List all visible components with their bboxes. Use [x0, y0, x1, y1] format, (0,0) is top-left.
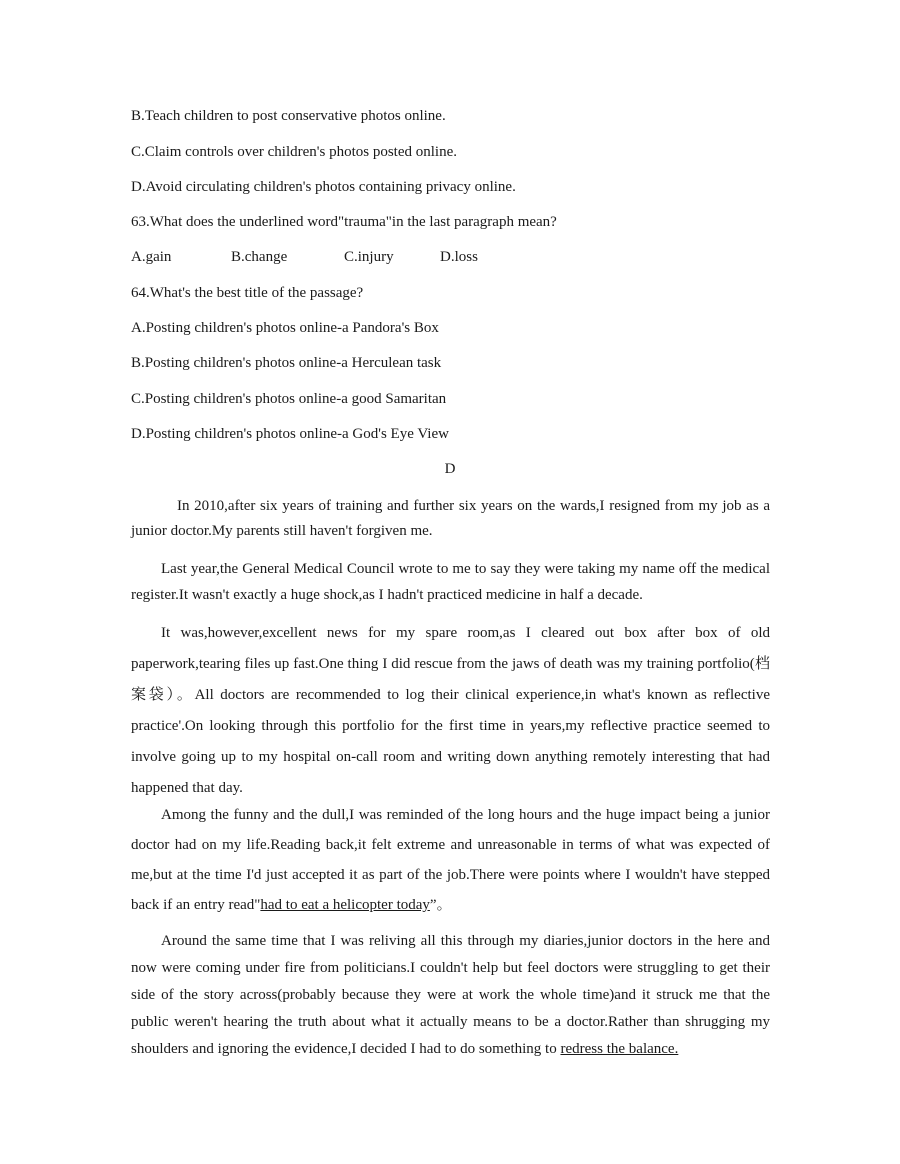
passage-paragraph-5	[131, 928, 770, 1063]
p4-text: Among the funny and the dull,I was reminded of the long hours and the huge impact being a junior doctor had on my life.Reading back,it felt extreme and unreasonable in terms of what was expected of me,but at the time I'd just accepted it as part of the job.There were points where I wouldn't have stepped back if an entry read"	[131, 807, 770, 913]
passage-paragraph-2: Last year,the General Medical Council wrote to me to say they were taking my name off the medical register.It wasn't exactly a huge shock,as I hadn't practiced medicine in half a decade.	[131, 561, 770, 603]
q63-option-c: C.injury	[344, 249, 394, 265]
q62-option-d: D.Avoid circulating children's photos containing privacy online.	[131, 179, 516, 195]
underlined-phrase-helicopter: had to eat a helicopter today	[260, 897, 430, 913]
passage-paragraph-3: It was,however,excellent news for my spare room,as I cleared out box after box of old paperwork,tearing files up fast.One thing I did rescue from the jaws of death was my training portfolio(档案袋）。All doctors are recommended to log their clinical experience,in what's known as reflective practice'.On looking through this portfolio for the first time in years,my reflective practice seemed to involve going up to my hospital on-call room and writing down anything remotely interesting that had happened that day.	[131, 625, 770, 796]
q62-option-b: B.Teach children to post conservative photos online.	[131, 108, 446, 124]
q63-option-a: A.gain	[131, 249, 172, 265]
q64-option-d: D.Posting children's photos online-a God's Eye View	[131, 426, 449, 442]
section-label: D	[444, 461, 456, 477]
q64-option-c: C.Posting children's photos online-a good Samaritan	[131, 391, 447, 407]
passage-paragraph-4	[131, 800, 770, 920]
q63-option-d: D.loss	[440, 249, 478, 265]
q62-option-c: C.Claim controls over children's photos posted online.	[131, 144, 457, 160]
q64-option-b: B.Posting children's photos online-a Herculean task	[131, 355, 442, 371]
passage-paragraph-1: In 2010,after six years of training and further six years on the wards,I resigned from my job as a junior doctor.My parents still haven't forgiven me.	[131, 498, 770, 539]
p4-closing: ”。	[429, 897, 452, 913]
q64-question: 64.What's the best title of the passage?	[131, 285, 364, 301]
q63-option-b: B.change	[231, 249, 288, 265]
p5-text: Around the same time that I was reliving all this through my diaries,junior doctors in the here and now were coming under fire from politicians.I couldn't help but feel doctors were struggling to get their side of the story across(probably because they were at work the whole time)and it struck me that the public weren't hearing the truth about what it actually means to be a doctor.Rather than shrugging my shoulders and ignoring the evidence,I decided I had to do something to	[131, 933, 770, 1057]
q64-option-a: A.Posting children's photos online-a Pandora's Box	[131, 320, 439, 336]
underlined-phrase-redress: redress the balance.	[560, 1041, 679, 1057]
q63-question: 63.What does the underlined word"trauma"in the last paragraph mean?	[131, 214, 557, 230]
